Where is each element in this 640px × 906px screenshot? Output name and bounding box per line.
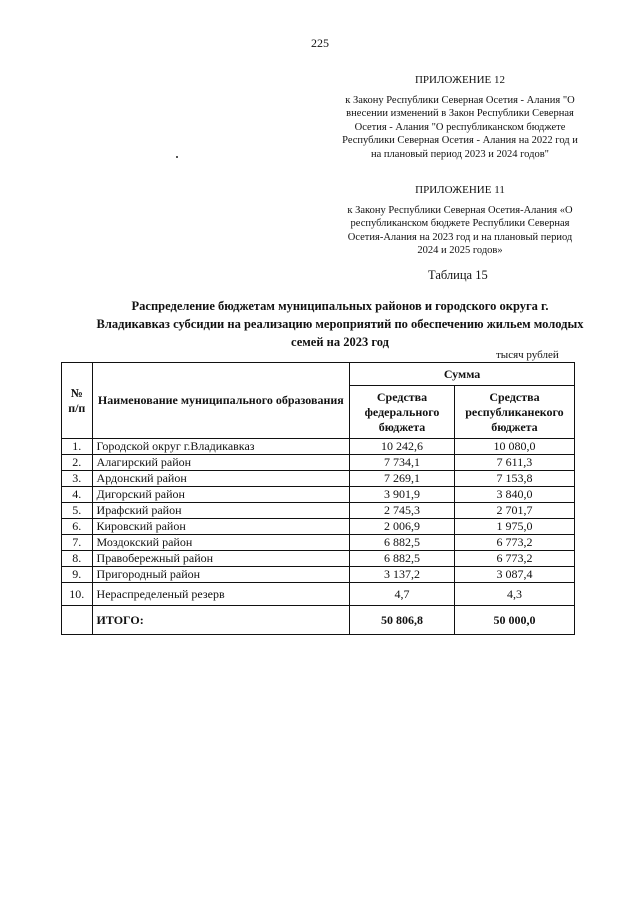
row-republican: 4,3 [454,583,574,606]
row-federal: 4,7 [350,583,455,606]
row-republican: 7 153,8 [454,471,574,487]
row-num: 3. [62,471,93,487]
row-federal: 6 882,5 [350,535,455,551]
row-num: 9. [62,567,93,583]
total-row [62,606,575,635]
row-republican: 7 611,3 [454,455,574,471]
row-name: Ардонский район [92,471,350,487]
row-federal: 2 745,3 [350,503,455,519]
table-row [62,439,575,455]
row-num: 2. [62,455,93,471]
row-name: Кировский район [92,519,350,535]
document-title: Распределение бюджетам муниципальных районов и городского округа г. Владикавказ субсидии на реализацию мероприятий по обеспечению жильем молодых семей на 2023 год [96,299,584,349]
row-name: Дигорский район [92,487,350,503]
row-name: Пригородный район [92,567,350,583]
total-label: ИТОГО: [92,606,350,635]
row-republican: 1 975,0 [454,519,574,535]
row-name: Моздокский район [92,535,350,551]
row-republican: 2 701,7 [454,503,574,519]
row-federal: 6 882,5 [350,551,455,567]
total-num-cell [62,606,93,635]
subsidy-table [61,362,575,635]
row-num: 5. [62,503,93,519]
row-name: Правобережный район [92,551,350,567]
row-federal: 3 901,9 [350,487,455,503]
row-num: 8. [62,551,93,567]
table-row [62,535,575,551]
appendix-11-block [340,184,580,258]
row-federal: 7 734,1 [350,455,455,471]
table-row [62,551,575,567]
total-republican: 50 000,0 [454,606,574,635]
row-republican: 10 080,0 [454,439,574,455]
table-row [62,487,575,503]
row-republican: 3 087,4 [454,567,574,583]
table-label: Таблица 15 [428,268,488,282]
table-row [62,455,575,471]
table-row [62,503,575,519]
appendix-11-text: к Закону Республики Северная Осетия-Алания «О республиканском бюджете Республики Северная Осетия-Алания на 2023 год и на плановый период 2024 и 2025 годов» [347,204,573,256]
row-num: 4. [62,487,93,503]
row-republican: 6 773,2 [454,535,574,551]
page-number: 225 [311,36,329,50]
row-federal: 2 006,9 [350,519,455,535]
row-federal: 10 242,6 [350,439,455,455]
row-name: Алагирский район [92,455,350,471]
row-republican: 3 840,0 [454,487,574,503]
header-federal: Средства федерального бюджета [350,386,455,439]
row-num: 10. [62,583,93,606]
row-republican: 6 773,2 [454,551,574,567]
header-republican: Средства республиканекого бюджета [454,386,574,439]
appendix-12-block [340,74,580,161]
row-num: 1. [62,439,93,455]
row-federal: 7 269,1 [350,471,455,487]
header-sum: Сумма [350,363,575,386]
row-name: Ирафский район [92,503,350,519]
table-row [62,471,575,487]
table-row [62,567,575,583]
appendix-12-text: к Закону Республики Северная Осетия - Алания "О внесении изменений в Закон Республики Северная Осетия - Алания "О республиканском бюджете Республики Северная Осетия - Алания на 2022 год и на плановый период 2023 и 2024 годов" [342,94,578,160]
table-row [62,519,575,535]
row-num: 6. [62,519,93,535]
row-name: Городской округ г.Владикавказ [92,439,350,455]
appendix-12-heading: ПРИЛОЖЕНИЕ 12 [414,74,506,86]
row-num: 7. [62,535,93,551]
scan-speck [176,156,178,158]
row-federal: 3 137,2 [350,567,455,583]
row-name: Нераспределеный резерв [92,583,350,606]
total-federal: 50 806,8 [350,606,455,635]
appendix-11-heading: ПРИЛОЖЕНИЕ 11 [415,184,505,196]
table-row [62,583,575,606]
header-num: № п/п [62,363,93,439]
units-label: тысяч рублей [496,349,559,361]
header-name: Наименование муниципального образования [92,363,350,439]
